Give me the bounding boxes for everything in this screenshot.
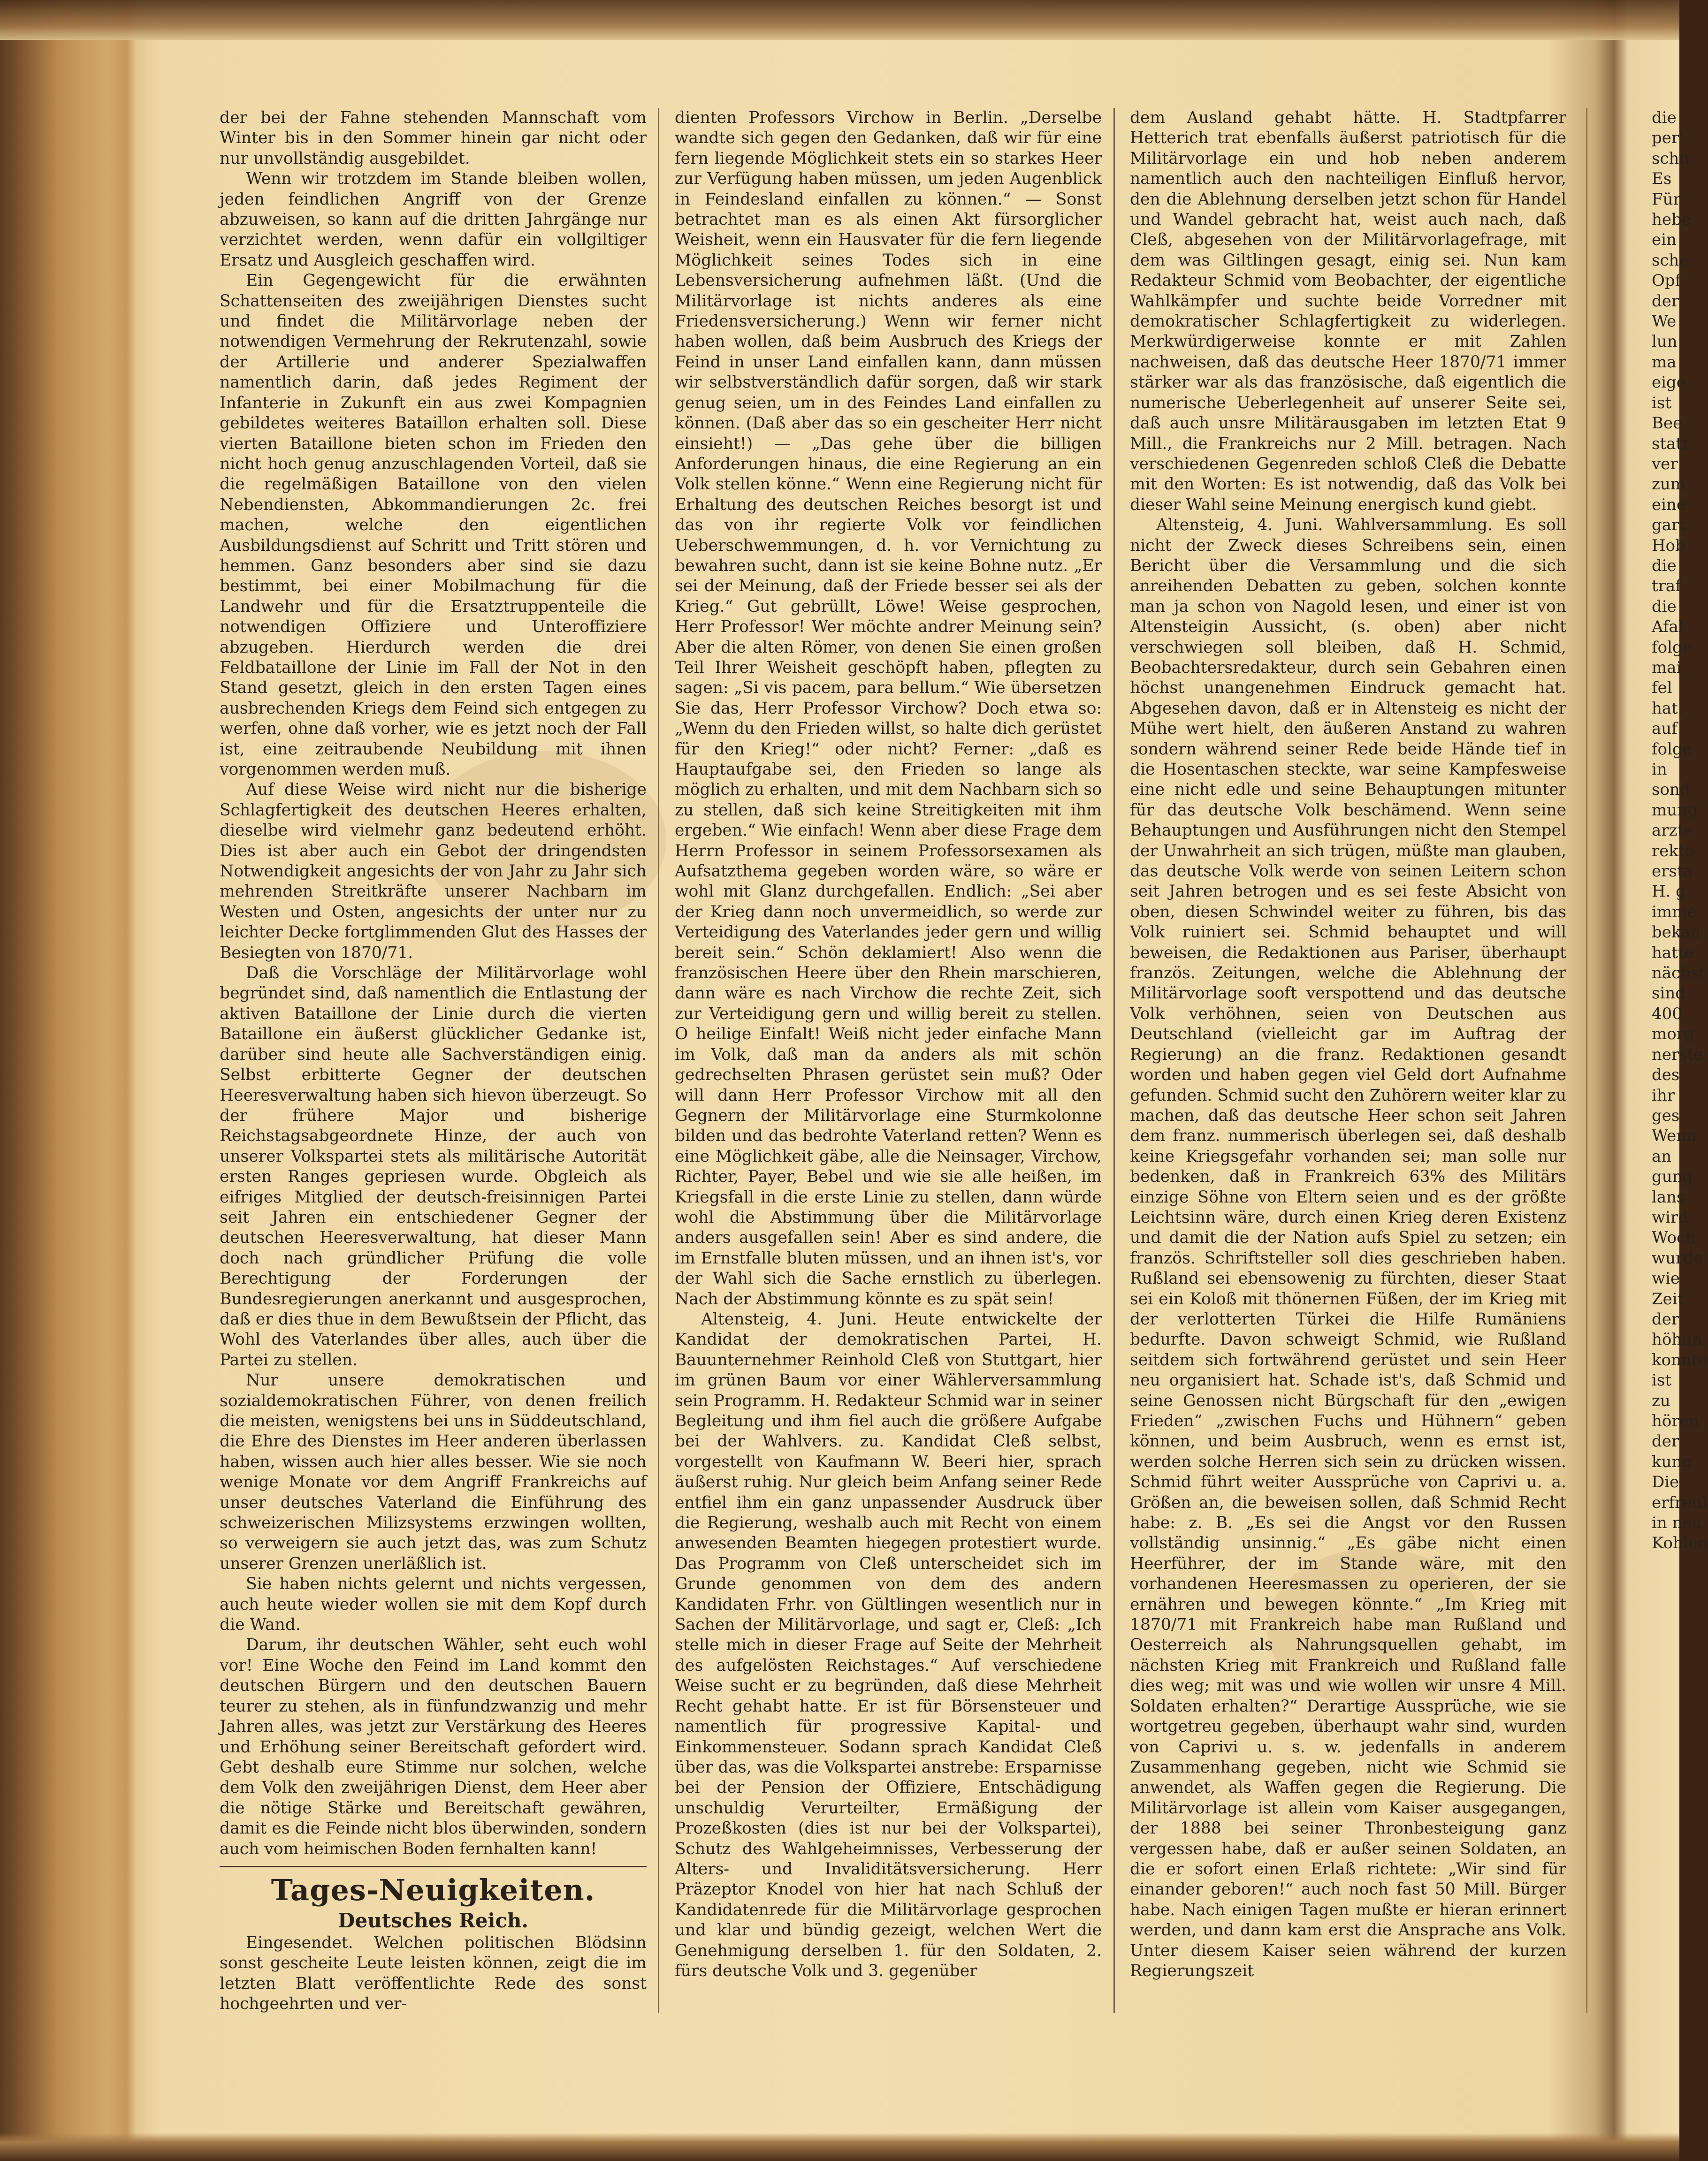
column-rule	[658, 108, 659, 2013]
fragment-line: zum	[1652, 475, 1686, 494]
fragment-line: hören	[1652, 1412, 1699, 1431]
fragment-line: ist	[1652, 1371, 1671, 1390]
fragment-line: ein	[1652, 230, 1677, 250]
fragment-line: der	[1652, 1432, 1679, 1451]
fragment-line: sond	[1652, 780, 1690, 799]
fragment-line: ges	[1652, 1106, 1680, 1125]
fragment-line: schn	[1652, 149, 1690, 168]
fragment-line: in	[1652, 760, 1667, 779]
paragraph: Auf diese Weise wird nicht nur die bisherige Schlagfertigkeit des deutschen Heeres erhalten, dieselbe wird vielmehr ganz bedeutend erhöht. Dies ist aber auch ein Gebot der dringendsten Notwendigkeit angesichts der von Jahr zu Jahr sich mehrenden Streitkräfte unserer Nachbarn im Westen und Osten, angesichts der unter nur zu leichter Decke fortglimmenden Glut des Hasses der Besiegten von 1870/71.	[220, 780, 647, 962]
fragment-line: hatte	[1652, 943, 1694, 962]
fragment-line: ihr	[1652, 1086, 1675, 1105]
fragment-line: Die	[1652, 1473, 1679, 1492]
text-column-1	[220, 108, 647, 2013]
fragment-line: We	[1652, 312, 1677, 331]
fragment-line: nerste	[1652, 1045, 1703, 1064]
fragment-line: der	[1652, 1309, 1679, 1329]
fragment-line: gung	[1652, 1167, 1693, 1187]
fragment-line: Opf	[1652, 271, 1681, 290]
fragment-line: Kohlen	[1652, 1534, 1708, 1553]
fragment-line: sche	[1652, 251, 1689, 270]
fragment-line: ver	[1652, 454, 1678, 473]
paragraph: dienten Professors Virchow in Berlin. „Derselbe wandte sich gegen den Gedanken, daß wir für eine fern liegende Möglichkeit stets ein so starkes Heer zur Verfügung haben müssen, um jeden Augenblick in Feindesland einfallen zu können.“ — Sonst betrachtet man es als einen Akt fürsorglicher Weisheit, wenn ein Hausvater für die fern liegende Möglichkeit seines Todes sich in eine Lebensversicherung aufnehmen läßt. (Und die Militärvorlage ist nichts anderes als eine Friedensversicherung.) Wenn wir ferner nicht haben wollen, daß beim Ausbruch des Kriegs der Feind in unser Land einfallen kann, dann müssen wir selbstverständlich dafür sorgen, daß wir stark genug seien, um in des Feindes Land einfallen zu können. (Daß aber das so ein gescheiter Herr nicht einsieht!) — „Das gehe über die billigen Anforderungen hinaus, die eine Regierung an ein Volk stellen könne.“ Wenn eine Regierung nicht für Erhaltung des deutschen Reiches besorgt ist und das von ihr regierte Volk vor feindlichen Ueberschwemmungen, d. h. vor Vernichtung zu bewahren sucht, dann ist sie keine Bohne nutz. „Er sei der Meinung, daß der Friede besser sei als der Krieg.“ Gut gebrüllt, Löwe! Weise gesprochen, Herr Professor! Wer möchte andrer Meinung sein? Aber die alten Römer, von denen Sie einen großen Teil Ihrer Weisheit geschöpft haben, pflegten zu sagen: „Si vis pacem, para bellum.“ Wie übersetzen Sie das, Herr Professor Virchow? Doch etwa so: „Wenn du den Frieden willst, so halte dich gerüstet für den Krieg!“ oder nicht? Ferner: „daß es Hauptaufgabe sei, den Frieden so lange als möglich zu erhalten, und mit dem Nachbarn sich so zu stellen, daß sich keine Streitigkeiten mit ihm ergeben.“ Wie einfach! Wenn aber diese Frage dem Herrn Professor in seinem Professorsexamen als Aufsatzthema gegeben worden wäre, so wäre er wohl mit Glanz durchgefallen. Endlich: „Sei aber der Krieg dann noch unvermeidlich, so werde zur Verteidigung des Vaterlandes jeder gern und willig bereit sein.“ Schön deklamiert! Also wenn die französischen Heere über den Rhein marschieren, dann wäre es nach Virchow die rechte Zeit, sich zur Verteidigung gern und willig bereit zu stellen. O heilige Einfalt! Weiß nicht jeder einfache Mann im Volk, daß man da anders als mit schön gedrechselten Phrasen gerüstet sein muß? Oder will dann Herr Professor Virchow mit all den Gegnern der Militärvorlage eine Sturmkolonne bilden und das bedrohte Vaterland retten? Wenn es eine Möglichkeit gäbe, alle die Neinsager, Virchow, Richter, Payer, Bebel und wie sie alle heißen, im Kriegsfall in die erste Linie zu stellen, dann würde wohl die Abstimmung über die Militärvorlage anders ausgefallen sein! Aber es sind andere, die im Ernstfalle bluten müssen, und an ihnen ist's, vor der Wahl sich die Sache ernstlich zu überlegen. Nach der Abstimmung könnte es zu spät sein!	[675, 108, 1102, 1309]
section-divider	[220, 1866, 647, 1867]
fragment-line: eige	[1652, 373, 1686, 392]
fragment-line: statt	[1652, 434, 1689, 453]
fragment-line: ma	[1652, 352, 1677, 372]
fragment-line: imme	[1652, 902, 1697, 921]
fragment-line: morg	[1652, 1025, 1694, 1044]
fragment-line: eine	[1652, 495, 1686, 514]
fragment-line: mung	[1652, 800, 1698, 820]
fragment-line: ist	[1652, 393, 1671, 412]
fragment-line: Es	[1652, 169, 1672, 189]
paragraph: Sie haben nichts gelernt und nichts vergessen, auch heute wieder wollen sie mit dem Kopf durch die Wand.	[220, 1575, 647, 1635]
fragment-line: 400	[1652, 1004, 1682, 1023]
fragment-line: an	[1652, 1147, 1672, 1166]
section-subheading: Deutsches Reich.	[337, 1909, 529, 1932]
page-top-edge	[0, 0, 1679, 40]
fragment-line: kung	[1652, 1452, 1693, 1471]
fragment-line: sind	[1652, 984, 1685, 1003]
fragment-line: der	[1652, 291, 1679, 311]
fragment-line: zu	[1652, 1391, 1670, 1410]
fragment-line: H. g	[1652, 882, 1686, 901]
fragment-line: Wenn	[1652, 1126, 1697, 1146]
section-heading: Tages-Neuigkeiten.	[271, 1872, 595, 1907]
paragraph: Eingesendet. Welchen politischen Blödsinn sonst gescheite Leute leisten können, zeigt die im letzten Blatt veröffentlichte Rede des sonst hochgeehrten und ver-	[220, 1933, 647, 2014]
paragraph: Wenn wir trotzdem im Stande bleiben wollen, jeden feindlichen Angriff von der Grenze abzuweisen, so kann auf die dritten Jahrgänge nur verzichtet werden, wenn dafür ein vollgiltiger Ersatz und Ausgleich geschaffen wird.	[220, 169, 647, 270]
fragment-line: konnte	[1652, 1350, 1708, 1370]
fragment-line: wurde	[1652, 1248, 1703, 1268]
fragment-line: die	[1652, 597, 1677, 616]
fragment-line: erfreul	[1652, 1493, 1708, 1512]
fragment-line: Für	[1652, 190, 1681, 209]
page-gutter	[1586, 108, 1587, 2013]
text-column-3	[1130, 108, 1566, 2013]
paragraph: Altensteig, 4. Juni. Wahlversammlung. Es soll nicht der Zweck dieses Schreibens sein, einen Bericht über die Versammlung und die sich anreihenden Debatten zu geben, solchen konnte man ja schon von Nagold lesen, und einer ist von Altensteigin Aussicht, (s. oben) aber nicht verschwiegen soll bleiben, daß H. Schmid, Beobachtersredakteur, durch sein Gebahren einen höchst unangenehmen Eindruck gemacht hat. Abgesehen davon, daß er in Altensteig es nicht der Mühe wert hielt, den äußeren Anstand zu wahren sondern während seiner Rede beide Hände tief in die Hosentaschen steckte, war seine Kampfesweise eine nicht edle und seine Behauptungen mitunter für das deutsche Volk beschämend. Wenn seine Behauptungen und Ausführungen nicht den Stempel der Unwahrheit an sich trügen, müßte man glauben, das deutsche Volk werde von seinen Leitern schon seit Jahren betrogen und es sei feste Absicht von oben, diesen Schwindel weiter zu führen, bis das Volk ruiniert sei. Schmid behauptet und will beweisen, die Redaktionen aus Pariser, überhaupt französ. Zeitungen, welche die Ablehnung der Militärvorlage sooft verspottend und das deutsche Volk verhöhnen, seien von Deutschen aus Deutschland (vielleicht gar im Auftrag der Regierung) an die franz. Redaktionen gesandt worden und haben gegen viel Geld dort Aufnahme gefunden. Schmid sucht den Zuhörern weiter klar zu machen, daß das deutsche Heer schon seit Jahren dem franz. nummerisch überlegen sei, daß deshalb keine Kriegsgefahr vorhanden sei; man solle nur bedenken, daß in Frankreich 63% des Militärs einzige Söhne von Eltern seien und es der größte Leichtsinn wäre, durch einen Krieg deren Existenz und damit die der Nation aufs Spiel zu setzen; ein französ. Schriftsteller soll dies geschrieben haben. Rußland sei ebensowenig zu fürchten, dieser Staat sei ein Koloß mit thönernen Füßen, der im Krieg mit der verlotterten Türkei die Hilfe Rumäniens bedurfte. Davon schweigt Schmid, wie Rußland seitdem sich fortwährend gerüstet und sein Heer neu organisiert hat. Schade ist's, daß Schmid und seine Genossen nicht Bürgschaft für den „ewigen Frieden“ „zwischen Fuchs und Hühnern“ geben können, und beim Ausbruch, wenn es ernst ist, werden solche Herren sich sein zu drücken wissen. Schmid führt weiter Aussprüche von Caprivi u. a. Größen an, die beweisen sollen, daß Schmid Recht habe: z. B. „Es sei die Angst vor den Russen vollständig unsinnig.“ „Es gäbe nicht einen Heerführer, der im Stande wäre, mit den vorhandenen Heeresmassen zu operieren, der sie ernähren und bewegen könnte.“ „Im Krieg mit 1870/71 mit Frankreich habe man Rußland und Oesterreich als Nahrungsquellen gehabt, im nächsten Krieg mit Frankreich und Rußland falle dies weg; mit was und wie wollen wir unsre 4 Mill. Soldaten erhalten?“ Derartige Aussprüche, wie sie wortgetreu gegeben, überhaupt wahr sind, wurden von Caprivi u. s. w. jedenfalls in anderem Zusammenhang gegeben, nicht wie Schmid sie anwendet, als Waffen gegen die Regierung. Die Militärvorlage ist allein vom Kaiser ausgegangen, der 1888 bei seiner Thronbesteigung ganz vergessen habe, daß er außer seinen Soldaten, an die er sofort einen Erlaß richtete: „Wir sind für einander geboren!“ auch noch fast 50 Mill. Bürger habe. Nach einigen Tagen mußte er hieran erinnert werden, und dann kam erst die Ansprache ans Volk. Unter diesem Kaiser seien während der kurzen Regierungszeit	[1130, 516, 1566, 1980]
fragment-line: Afal	[1652, 617, 1684, 637]
fragment-line: in neu	[1652, 1514, 1702, 1533]
paragraph: der bei der Fahne stehenden Mannschaft vom Winter bis in den Sommer hinein gar nicht oder nur unvollständig ausgebildet.	[220, 108, 647, 168]
fragment-line: Woch	[1652, 1228, 1696, 1248]
paragraph: dem Ausland gehabt hätte. H. Stadtpfarrer Hetterich trat ebenfalls äußerst patriotisch für die Militärvorlage ein und hob neben anderem namentlich auch den nachteiligen Einfluß hervor, den die Ablehnung derselben jetzt schon für Handel und Wandel gebracht hat, weist auch nach, daß Cleß, abgesehen von der Militärvorlagefrage, mit dem was Giltlingen gesagt, einig sei. Nun kam Redakteur Schmid vom Beobachter, der eigentliche Wahlkämpfer und suchte beide Vorredner mit demokratischer Schlagfertigkeit zu widerlegen. Merkwürdigerweise konnte er mit Zahlen nachweisen, daß das deutsche Heer 1870/71 immer stärker war als das französische, daß eigentlich die numerische Ueberlegenheit auf unserer Seite sei, daß auch unsre Militärausgaben im letzten Etat 9 Mill., die Frankreichs nur 2 Mill. betragen. Nach verschiedenen Gegenreden schloß Cleß die Debatte mit den Worten: Es ist notwendig, daß das Volk bei dieser Wahl seine Meinung energisch kund giebt.	[1130, 108, 1566, 514]
fragment-line: ersta	[1652, 862, 1693, 881]
fragment-line: mai	[1652, 658, 1682, 677]
fragment-line: rekto	[1652, 841, 1695, 860]
fragment-line: lans	[1652, 1187, 1685, 1207]
fragment-line: höhun	[1652, 1330, 1703, 1349]
fragment-line: hat.	[1652, 699, 1683, 718]
paragraph: Daß die Vorschläge der Militärvorlage wohl begründet sind, daß namentlich die Entlastung der aktiven Bataillone der Linie durch die vierten Bataillone ein äußerst glücklicher Gedanke ist, darüber sind heute alle Sachverständigen einig. Selbst erbitterte Gegner der deutschen Heeresverwaltung haben sich hievon überzeugt. So der frühere Major und bisherige Reichstagsabgeordnete Hinze, der auch von unserer Volkspartei stets als militärische Autorität ersten Ranges gepriesen wurde. Obgleich als eifriges Mitglied der deutsch-freisinnigen Partei seit Jahren ein entschiedener Gegner der deutschen Heeresverwaltung, hat dieser Mann doch nach gründlicher Prüfung die volle Berechtigung der Forderungen der Bundesregierungen anerkannt und ausgesprochen, daß er dies thue in dem Bewußtsein der Pflicht, das Wohl des Vaterlandes über alles, auch über die Partei zu stellen.	[220, 964, 647, 1370]
fragment-line: wie	[1652, 1269, 1680, 1288]
text-column-2	[675, 108, 1102, 2013]
next-page-fragments	[1652, 108, 1708, 2013]
fragment-line: fel	[1652, 678, 1672, 698]
fragment-line: die	[1652, 556, 1677, 575]
fragment-line: wird	[1652, 1208, 1688, 1227]
paragraph: Ein Gegengewicht für die erwähnten Schattenseiten des zweijährigen Dienstes sucht und findet die Militärvorlage neben der notwendigen Vermehrung der Rekrutenzahl, sowie der Artillerie und anderer Spezialwaffen namentlich darin, daß jedes Regiment der Infanterie in Zukunft ein aus zwei Kompagnien gebildetes weiteres Bataillon erhalten soll. Diese vierten Bataillone bieten schon im Frieden den nicht hoch genug anzuschlagenden Vorteil, daß sie die regelmäßigen Bataillone von den vielen Nebendiensten, Abkommandierungen 2c. frei machen, welche den eigentlichen Ausbildungsdienst auf Schritt und Tritt stören und hemmen. Ganz besonders aber sind sie dazu bestimmt, bei einer Mobilmachung für die Landwehr und für die Ersatztruppenteile die notwendigen Offiziere und Unteroffiziere abzugeben. Hierdurch werden die drei Feldbataillone der Linie im Fall der Not in den Stand gesetzt, gleich in den ersten Tagen eines ausbrechenden Kriegs dem Feind sich entgegen zu werfen, ohne daß vorher, wie es jetzt noch der Fall ist, eine zeitraubende Neubildung mit ihnen vorgenommen werden muß.	[220, 271, 647, 779]
fragment-line: Bee	[1652, 414, 1683, 433]
fragment-line: folge	[1652, 739, 1692, 759]
fragment-line: Zeit	[1652, 1289, 1684, 1309]
fragment-line: die	[1652, 108, 1677, 127]
fragment-line: bekan	[1652, 923, 1701, 942]
column-rule	[1113, 108, 1115, 2013]
fragment-line: Hob	[1652, 536, 1685, 555]
fragment-line: nächst	[1652, 964, 1706, 983]
fragment-line: folge	[1652, 638, 1692, 657]
paragraph: Nur unsere demokratischen und sozialdemokratischen Führer, von denen freilich die meisten, wenigstens bei uns in Süddeutschland, die Ehre des Dienstes im Heer anderen überlassen haben, wissen auch hier alles besser. Wie sie noch wenige Monate vor dem Angriff Frankreichs auf unser deutsches Vaterland die Einführung des schweizerischen Milizsystems erzwingen wollten, so verweigern sie auch jetzt das, was zum Schutz unserer Grenzen unerläßlich ist.	[220, 1371, 647, 1573]
fragment-line: hebe	[1652, 210, 1691, 229]
fragment-line: des	[1652, 1065, 1680, 1085]
fragment-line: lun	[1652, 332, 1678, 351]
fragment-line: arzte	[1652, 821, 1693, 840]
fragment-line: perl	[1652, 129, 1685, 148]
page-bottom-edge	[0, 2133, 1679, 2161]
fragment-line: traf	[1652, 577, 1681, 596]
fragment-line: auf	[1652, 719, 1678, 738]
fragment-line: gart	[1652, 516, 1685, 535]
paragraph: Altensteig, 4. Juni. Heute entwickelte der Kandidat der demokratischen Partei, H. Bauunternehmer Reinhold Cleß von Stuttgart, hier im grünen Baum vor einer Wählerversammlung sein Programm. H. Redakteur Schmid war in seiner Begleitung und ihm fiel auch die größere Aufgabe bei der Wahlvers. zu. Kandidat Cleß selbst, vorgestellt von Kaufmann W. Beeri hier, sprach äußerst ruhig. Nur gleich beim Anfang seiner Rede entfiel ihm ein ganz unpassender Ausdruck über die Regierung, weshalb auch mit Recht von einem anwesenden Beamten hiegegen protestiert wurde. Das Programm von Cleß unterscheidet sich im Grunde genommen von dem des andern Kandidaten Frhr. von Gültlingen wesentlich nur in Sachen der Militärvorlage, und sagt er, Cleß: „Ich stelle mich in dieser Frage auf Seite der Mehrheit des aufgelösten Reichstages.“ Auf verschiedene Weise sucht er zu begründen, daß diese Mehrheit Recht gehabt hatte. Er ist für Börsensteuer und namentlich für progressive Kapital- und Einkommensteuer. Sodann sprach Kandidat Cleß über das, was die Volkspartei anstrebe: Ersparnisse bei der Pension der Offiziere, Entschädigung unschuldig Verurteilter, Ermäßigung der Prozeßkosten (dies ist nur bei der Volkspartei), Schutz des Wahlgeheimnisses, Verbesserung der Alters- und Invaliditätsversicherung. Herr Präzeptor Knodel von hier hat nach Schluß der Kandidatenrede für die Militärvorlage gesprochen und klar und bündig gezeigt, welchen Wert die Genehmigung derselben 1. für den Soldaten, 2. fürs deutsche Volk und 3. gegenüber	[675, 1309, 1102, 1980]
paragraph: Darum, ihr deutschen Wähler, seht euch wohl vor! Eine Woche den Feind im Land kommt den deutschen Bürgern und den deutschen Bauern teurer zu stehen, als in fünfundzwanzig und mehr Jahren alles, was jetzt zur Verstärkung des Heeres und Erhöhung seiner Bereitschaft gefordert wird. Gebt deshalb eure Stimme nur solchen, welche dem Volk den zweijährigen Dienst, dem Heer aber die nötige Stärke und Bereitschaft gewähren, damit es die Feinde nicht blos überwinden, sondern auch vom heimischen Boden fernhalten kann!	[220, 1636, 647, 1858]
